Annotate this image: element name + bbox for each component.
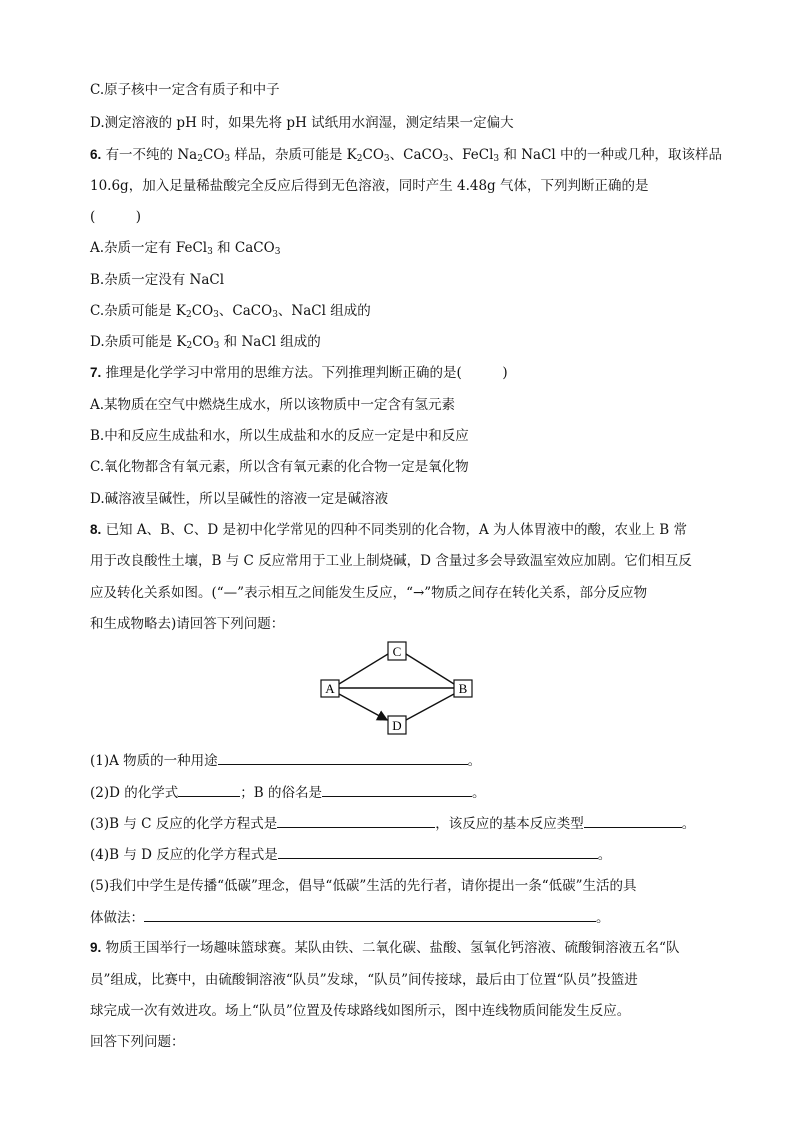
q5-option-d: D.测定溶液的 pH 时，如果先将 pH 试纸用水润湿，测定结果一定偏大 (90, 115, 514, 131)
question-number: 9. (90, 940, 102, 955)
q9-stem-line4: 回答下列问题： (90, 1034, 185, 1050)
question-number: 6. (90, 147, 102, 162)
subscript: 2 (356, 154, 363, 164)
q6-option-a (90, 238, 280, 258)
text: 、CaCO (389, 147, 443, 163)
answer-blank[interactable] (584, 813, 682, 828)
answer-blank[interactable] (322, 782, 472, 797)
question-number: 8. (90, 522, 102, 537)
text: 和 NaCl 组成的 (219, 334, 321, 350)
text: CO (362, 147, 384, 163)
question-number: 7. (90, 365, 102, 380)
q6-stem-line2: 10.6g，加入足量稀盐酸完全反应后得到无色溶液，同时产生 4.48g 气体，下列判断正确的是 (90, 178, 649, 194)
subscript: 2 (197, 154, 203, 164)
text: 和 CaCO (212, 240, 275, 256)
subscript: 2 (186, 341, 193, 351)
subscript: 3 (493, 154, 500, 164)
subscript: 3 (383, 154, 390, 164)
text: 。 (471, 785, 486, 801)
q9-stem-line3: 球完成一次有效进攻。场上“队员”位置及传球路线如图所示，图中连线物质间能发生反应。 (90, 1003, 631, 1019)
node-b (454, 680, 472, 697)
text: C.杂质可能是 K (90, 303, 187, 319)
edge-c-b (406, 654, 454, 684)
subscript: 3 (442, 154, 449, 164)
text: ；B 的俗名是 (240, 785, 322, 801)
text: 已知 A、B、C、D 是初中化学常见的四种不同类别的化合物，A 为人体胃液中的酸，农业上 B 常 (105, 522, 688, 538)
q7-stem (90, 363, 508, 383)
text: (2)D 的化学式 (90, 785, 179, 801)
q8-stem-line2: 用于改良酸性土壤，B 与 C 反应常用于工业上制烧碱，D 含量过多会导致温室效应加剧。它们相互反 (90, 553, 692, 569)
q8-sub2 (90, 782, 485, 803)
text: 、FeCl (448, 147, 494, 163)
subscript: 3 (207, 247, 213, 257)
q8-stem-line4: 和生成物略去)请回答下列问题： (90, 616, 285, 632)
node-d-label: D (392, 718, 402, 733)
text: 和 NaCl 中的一种或几种，取该样品 (499, 147, 723, 163)
q7-option-c: C.氧化物都含有氧元素，所以含有氧元素的化合物一定是氧化物 (90, 459, 469, 475)
text: 、NaCl 组成的 (277, 303, 371, 319)
subscript: 3 (274, 247, 281, 257)
q8-sub1 (90, 750, 481, 771)
node-c-label: C (392, 644, 402, 659)
text: 体做法： (90, 910, 144, 926)
text: 。 (681, 816, 696, 832)
text: ，该反应的基本反应类型 (435, 816, 584, 832)
reaction-diagram (318, 640, 474, 738)
text: CO (191, 303, 214, 319)
text: (3)B 与 C 反应的化学方程式是 (90, 816, 278, 832)
text: D.杂质可能是 K (90, 334, 187, 350)
q6-option-c (90, 301, 371, 321)
text: CO (202, 147, 225, 163)
subscript: 2 (186, 310, 192, 320)
node-d (388, 716, 406, 734)
node-a-label: A (325, 681, 335, 696)
subscript: 3 (224, 154, 231, 164)
q8-stem-line3: 应及转化关系如图。(“—”表示相互之间能发生反应，“→”物质之间存在转化关系，部分反应物 (90, 585, 648, 601)
q7-option-a: A.某物质在空气中燃烧生成水，所以该物质中一定含有氢元素 (90, 397, 456, 413)
answer-blank[interactable] (277, 813, 435, 828)
q5-option-c: C.原子核中一定含有质子和中子 (90, 82, 280, 98)
q6-option-d (90, 332, 321, 352)
q7-option-b: B.中和反应生成盐和水，所以生成盐和水的反应一定是中和反应 (90, 428, 469, 444)
q9-stem-line2: 员”组成，比赛中，由硫酸铜溶液“队员”发球，“队员”间传接球，最后由丁位置“队员”投篮进 (90, 972, 638, 988)
q8-sub5-line1: (5)我们中学生是传播“低碳”理念，倡导“低碳”生活的先行者，请你提出一条“低碳”生活的具 (90, 878, 637, 894)
text: 、CaCO (218, 303, 273, 319)
answer-blank[interactable] (278, 844, 598, 859)
text: 。 (596, 910, 610, 926)
node-a (321, 680, 339, 697)
text: 。 (467, 753, 482, 769)
text: (1)A 物质的一种用途 (90, 753, 218, 769)
subscript: 3 (272, 310, 278, 320)
q6-stem-line1 (90, 145, 722, 165)
text: 物质王国举行一场趣味篮球赛。某队由铁、二氧化碳、盐酸、氢氧化钙溶液、硫酸铜溶液五名“队 (105, 940, 680, 956)
subscript: 3 (213, 310, 219, 320)
q8-sub5-line2 (90, 907, 610, 928)
text: 。 (597, 847, 612, 863)
text: 样品，杂质可能是 K (230, 147, 357, 163)
node-c (388, 642, 406, 660)
subscript: 3 (213, 341, 220, 351)
q6-option-b: B.杂质一定没有 NaCl (90, 272, 225, 288)
q8-stem-line1 (90, 520, 687, 540)
text: CO (192, 334, 214, 350)
q7-option-d: D.碱溶液呈碱性，所以呈碱性的溶液一定是碱溶液 (90, 491, 389, 507)
answer-blank[interactable] (218, 750, 468, 765)
text: A.杂质一定有 FeCl (90, 240, 208, 256)
edge-a-c (339, 654, 388, 684)
answer-blank[interactable] (178, 782, 240, 797)
q6-answer-bracket: ( ) (90, 209, 142, 225)
text: 有一不纯的 Na (105, 147, 198, 163)
edge-d-b (406, 694, 454, 720)
arrow-a-to-d (339, 694, 387, 720)
answer-blank[interactable] (144, 907, 596, 922)
text: 推理是化学学习中常用的思维方法。下列推理判断正确的是( ) (105, 365, 508, 381)
q8-sub3 (90, 813, 695, 834)
q8-sub4 (90, 844, 611, 865)
text: (4)B 与 D 反应的化学方程式是 (90, 847, 278, 863)
node-b-label: B (458, 681, 468, 696)
q9-stem-line1 (90, 938, 679, 958)
